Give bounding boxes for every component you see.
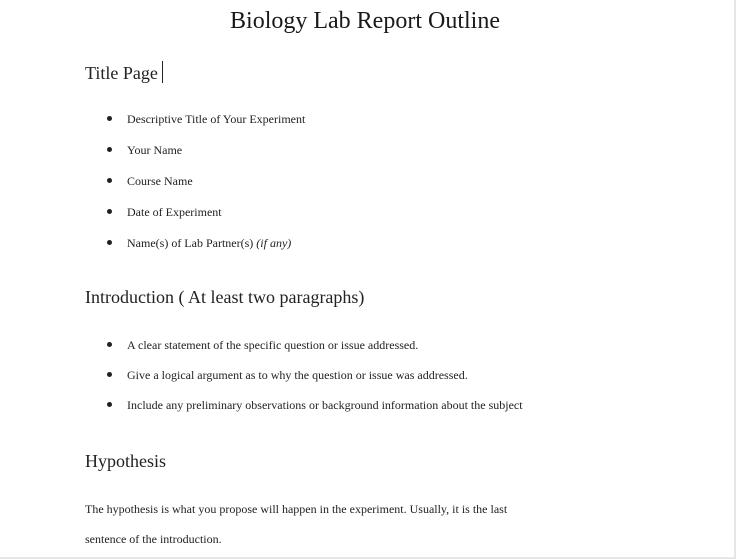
- heading-hypothesis[interactable]: Hypothesis: [85, 451, 166, 471]
- list-item: [85, 173, 305, 189]
- bullet-icon: [107, 209, 112, 214]
- bullet-icon: [107, 116, 112, 121]
- paragraph-line: The hypothesis is what you propose will happen in the experiment. Usually, it is the last: [85, 502, 508, 516]
- list-item-text: Descriptive Title of Your Experiment: [127, 112, 306, 126]
- list-item: [85, 142, 305, 158]
- list-item-text: Give a logical argument as to why the question or issue was addressed.: [127, 368, 468, 382]
- bullet-icon: [107, 240, 112, 245]
- document-title: Biology Lab Report Outline: [230, 8, 500, 34]
- title-page-list: [85, 111, 305, 251]
- bullet-icon: [107, 147, 112, 152]
- list-item: [85, 204, 305, 220]
- list-item: [85, 367, 523, 383]
- heading-title-page-text: Title Page: [85, 63, 158, 83]
- paragraph-line: sentence of the introduction.: [85, 532, 222, 546]
- introduction-list: [85, 337, 523, 413]
- bullet-icon: [107, 372, 112, 377]
- list-item: [85, 337, 523, 353]
- text-cursor: [162, 61, 163, 83]
- bullet-icon: [107, 178, 112, 183]
- bullet-icon: [107, 402, 112, 407]
- bullet-icon: [107, 342, 112, 347]
- heading-title-page[interactable]: [85, 61, 163, 84]
- list-item: [85, 111, 305, 127]
- list-item-text: Course Name: [127, 174, 193, 188]
- list-item-text: Include any preliminary observations or background information about the subject: [127, 398, 523, 412]
- list-item-text: Your Name: [127, 143, 183, 157]
- list-item-text: Name(s) of Lab Partner(s): [127, 236, 257, 250]
- list-item-italic-note: (if any): [256, 236, 292, 250]
- list-item: [85, 235, 305, 251]
- list-item-text: Date of Experiment: [127, 205, 222, 219]
- list-item: [85, 397, 523, 413]
- list-item-text: A clear statement of the specific question or issue addressed.: [127, 338, 419, 352]
- heading-introduction[interactable]: Introduction ( At least two paragraphs): [85, 287, 365, 307]
